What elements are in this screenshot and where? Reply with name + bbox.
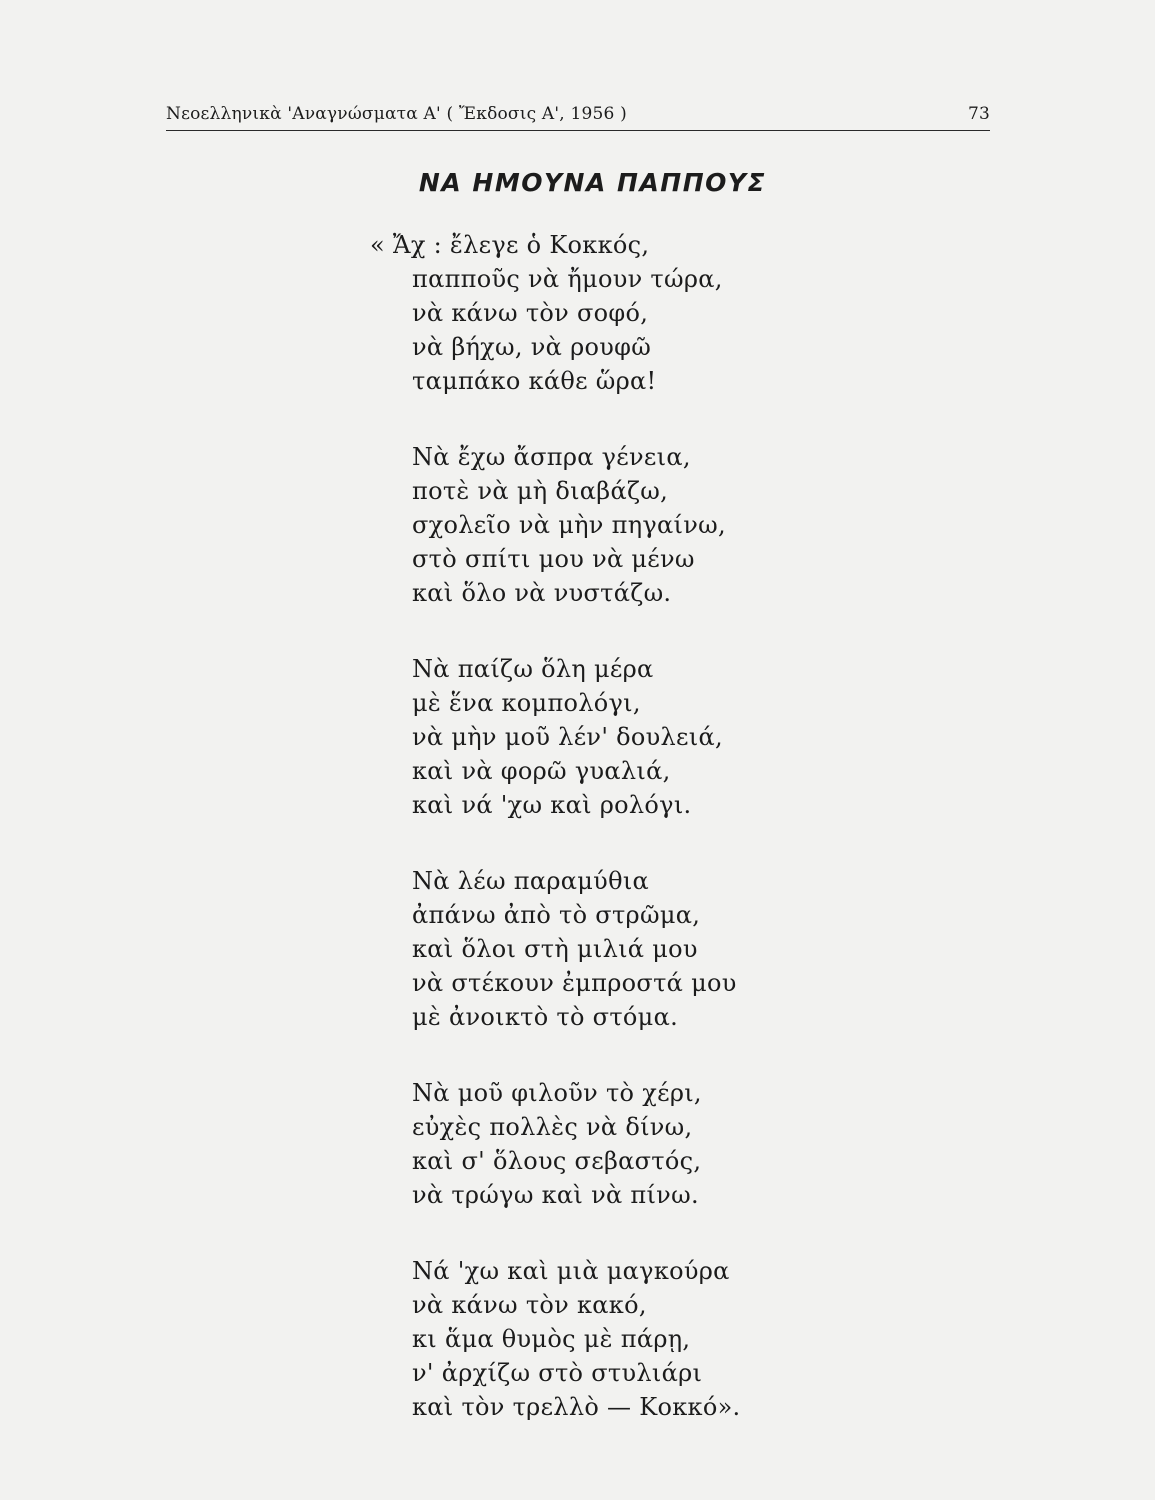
poem-line: μὲ ἕνα κομπολόγι, [412,689,641,717]
poem-line: νὰ μὴν μοῦ λέν' δουλειά, [412,723,723,751]
poem-line: ποτὲ νὰ μὴ διαβάζω, [412,477,669,505]
poem-line: Νὰ μοῦ φιλοῦν τὸ χέρι, [412,1079,702,1107]
poem-line: καὶ τὸν τρελλὸ — Κοκκό». [412,1393,741,1421]
stanza-3 [412,652,832,822]
poem-line: εὐχὲς πολλὲς νὰ δίνω, [412,1113,693,1141]
poem-line: καὶ ὅλοι στὴ μιλιά μου [412,935,698,963]
poem-body [370,228,832,1466]
poem-line: καὶ σ' ὅλους σεβαστός, [412,1147,702,1175]
stanza-6 [412,1254,832,1424]
poem-line: παπποῦς νὰ ἤμουν τώρα, [412,265,723,293]
poem-line: καὶ ὅλο νὰ νυστάζω. [412,579,672,607]
poem-line: « Ἄχ : ἔλεγε ὁ Κοκκός, [370,231,650,259]
poem-line: καὶ νὰ φορῶ γυαλιά, [412,757,671,785]
poem-line: Νὰ ἔχω ἄσπρα γένεια, [412,443,691,471]
running-header [166,104,990,131]
poem-line: καὶ νά 'χω καὶ ρολόγι. [412,791,692,819]
poem-line: σχολεῖο νὰ μὴν πηγαίνω, [412,511,726,539]
poem-line: στὸ σπίτι μου νὰ μένω [412,545,695,573]
poem-line: νὰ βήχω, νὰ ρουφῶ [412,333,652,361]
poem-line: νὰ κάνω τὸν κακό, [412,1291,647,1319]
poem-line: νὰ κάνω τὸν σοφό, [412,299,649,327]
stanza-5 [412,1076,832,1212]
poem-line: νὰ στέκουν ἐμπροστά μου [412,969,737,997]
poem-line: ἀπάνω ἀπὸ τὸ στρῶμα, [412,901,701,929]
page-number: 73 [967,104,990,124]
stanza-2 [412,440,832,610]
running-header-title: Νεοελληνικὰ 'Αναγνώσματα Α' ( Ἔκδοσις Α', 1956 ) [166,104,627,124]
poem-line: Νὰ λέω παραμύθια [412,867,650,895]
poem-line: ν' ἀρχίζω στὸ στυλιάρι [412,1359,703,1387]
stanza-4 [412,864,832,1034]
stanza-1 [370,228,832,398]
poem-line: Νὰ παίζω ὅλη μέρα [412,655,654,683]
poem-line: νὰ τρώγω καὶ νὰ πίνω. [412,1181,699,1209]
poem-line: ταμπάκο κάθε ὥρα! [412,367,657,395]
poem-line: Νά 'χω καὶ μιὰ μαγκούρα [412,1257,730,1285]
poem-line: κι ἅμα θυμὸς μὲ πάρῃ, [412,1325,691,1353]
poem-line: μὲ ἀνοικτὸ τὸ στόμα. [412,1003,679,1031]
poem-title: ΝΑ ΗΜΟΥΝΑ ΠΑΠΠΟΥΣ [418,168,767,197]
